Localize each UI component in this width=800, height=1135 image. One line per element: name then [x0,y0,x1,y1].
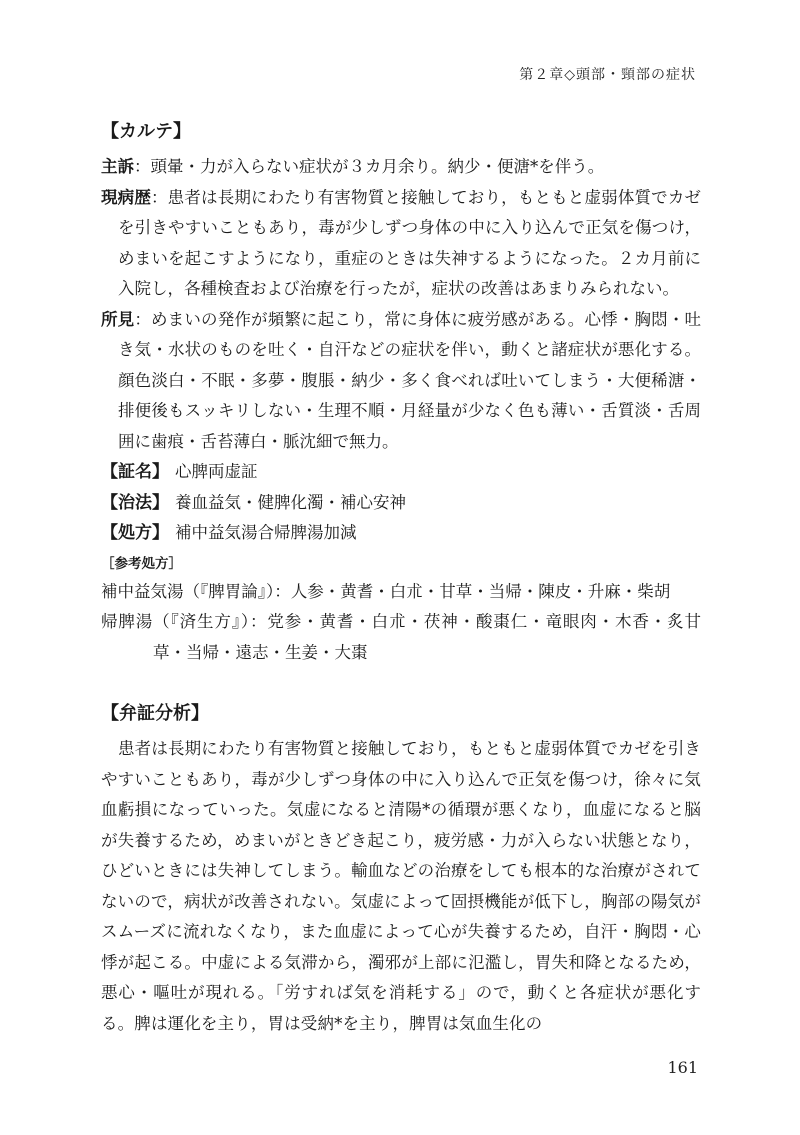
section-spacer [101,668,701,698]
running-header: 第２章◇頭部・頸部の症状 [519,67,696,83]
reference-heading: ［参考処方］ [101,555,182,572]
analysis-paragraph: 患者は長期にわたり有害物質と接触しており，もともと虚弱体質でカゼを引きやすいこともあり，毒が少しずつ身体の中に入り込んで正気を傷つけ，徐々に気血虧損になっていった。気虚になると清陽*の循環が悪くなり，血虚になると脳が失養するため，めまいがときどき起こり，疲労感・力が入らない状態となり，ひどいときには失神してしまう。輸血などの治療をしても根本的な治療がされてないので，病状が改善されない。気虚によって固摂機能が低下し，胸部の陽気がスムーズに流れなくなり，また血虚によって心が失養するため，自汗・胸悶・心悸が起こる。中虚による気滞から，濁邪が上部に氾濫し，胃失和降となるため，悪心・嘔吐が現れる。「労すれば気を消耗する」ので，動くと各症状が悪化する。脾は運化を主り，胃は受納*を主り，脾胃は気血生化の [101,739,701,1033]
present-illness-text: ：患者は長期にわたり有害物質と接触しており，もともと虚弱体質でカゼを引きやすいこともあり，毒が少しずつ身体の中に入り込んで正気を傷つけ，めまいを起こすようになり，重症のときは失神するようになった。２カ月前に入院し，各種検査および治療を行ったが，症状の改善はあまりみられない。 [118,187,702,298]
karte-heading: 【カルテ】 [101,121,191,142]
formula-item: 補中益気湯（『脾胃論』）：人参・黄耆・白朮・甘草・当帰・陳皮・升麻・柴胡 [101,581,671,601]
present-illness [101,183,701,305]
prescription-row [101,518,701,549]
treatment-value: 養血益気・健脾化濁・補心安神 [175,492,406,512]
chief-complaint-text: ：頭暈・力が入らない症状が３カ月余り。納少・便溏*を伴う。 [134,157,605,176]
present-illness-label: 現病歴 [101,187,152,207]
treatment-row [101,488,701,519]
diagnosis-row [101,457,701,488]
prescription-label: 【処方】 [101,523,169,543]
chief-complaint [101,152,701,183]
findings-text: ：めまいの発作が頻繁に起こり，常に身体に疲労感がある。心悸・胸悶・吐き気・水状のものを吐く・自汗などの症状を伴い，動くと諸症状が悪化する。顔色淡白・不眠・多夢・腹脹・納少・多く食べれば吐いてしまう・大便稀溏・排便後もスッキリしない・生理不順・月経量が少なく色も薄い・舌質淡・舌周囲に歯痕・舌苔薄白・脈沈細で無力。 [118,309,702,451]
page-number: 161 [667,1058,698,1077]
prescription-value: 補中益気湯合帰脾湯加減 [175,523,357,542]
diagnosis-value: 心脾両虚証 [175,462,258,481]
formula-item: 帰脾湯（『済生方』）：党参・黄耆・白朮・茯神・酸棗仁・竜眼肉・木香・炙甘草・当帰・遠志・生姜・大棗 [101,612,701,662]
diagnosis-label: 【証名】 [101,462,169,482]
findings [101,305,701,458]
findings-label: 所見 [101,309,135,329]
analysis-heading: 【弁証分析】 [101,703,209,724]
chief-complaint-label: 主訴 [101,157,134,176]
treatment-label: 【治法】 [101,492,169,513]
page-content [101,116,701,1039]
